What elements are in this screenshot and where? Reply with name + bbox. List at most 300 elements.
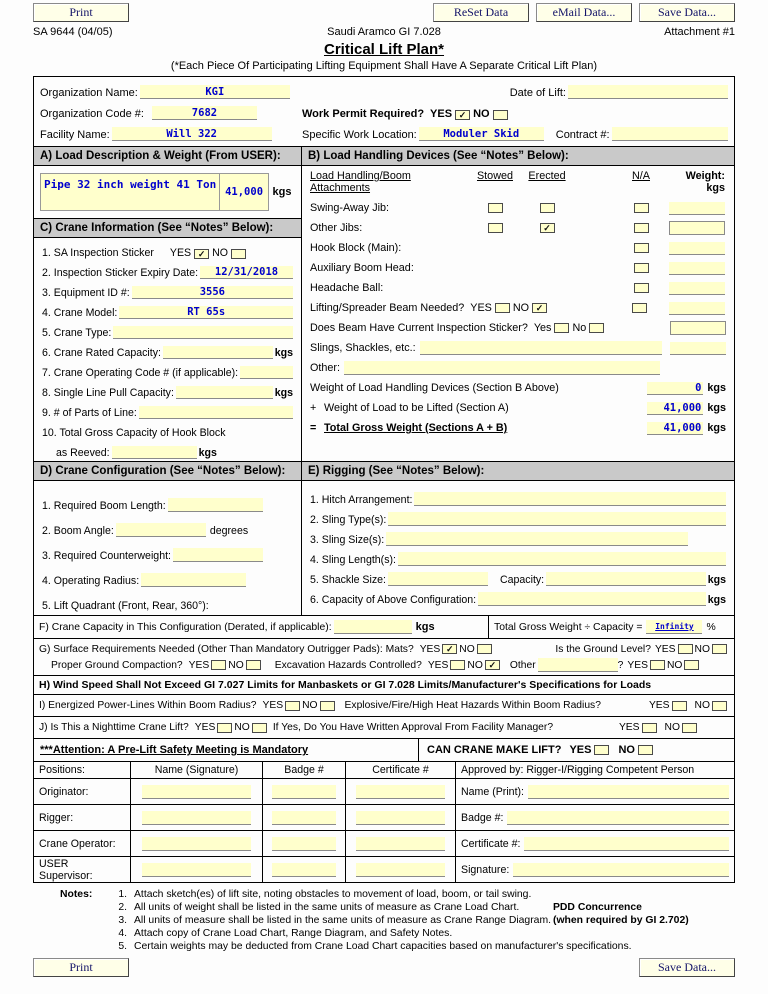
supervisor-name-field[interactable] [142,863,251,877]
sling-size-label: 3. Sling Size(s): [310,534,385,546]
approved-name-label: Name (Print): [461,785,524,798]
slings-row [310,338,726,358]
devices-header-line2 [310,182,726,198]
work-permit-no-label: NO [473,108,490,120]
pre-lift-meeting-notice: ***Attention: A Pre-Lift Safety Meeting is Mandatory [40,744,309,756]
sa-sticker-label: 1. SA Inspection Sticker [42,247,154,259]
sling-length-field[interactable] [398,552,726,566]
work-permit-label: Work Permit Required? [302,108,425,120]
checkbox-can-lift-no[interactable] [638,745,653,755]
config-capacity-field[interactable] [478,592,706,606]
originator-row [34,778,734,804]
derated-capacity-unit: kgs [415,621,435,633]
mats-yes-label: YES [419,643,441,655]
checkbox-mats-no[interactable] [477,644,492,654]
sa-sticker-yes-label: YES [169,247,192,259]
equipment-id-field[interactable]: 3556 [132,286,293,299]
boom-angle-row [42,515,293,540]
crane-info-row-10a [42,421,293,441]
devices-weight-unit: kgs [707,382,726,394]
mats-no-label: NO [459,643,475,655]
single-line-pull-label: 8. Single Line Pull Capacity: [42,387,174,399]
hook-block-capacity-label-line1: 10. Total Gross Capacity of Hook Block [42,427,226,439]
reset-data-button[interactable]: ReSet Data [433,3,529,22]
headache-ball-label: Headache Ball: [310,282,384,294]
spreader-beam-row [310,298,726,318]
rated-capacity-label: 6. Crane Rated Capacity: [42,347,161,359]
excavation-no-label: NO [467,659,483,671]
total-gross-weight-label: Total Gross Weight (Sections A + B) [324,422,508,434]
document-header [33,26,735,38]
checkbox-swing-away-stowed[interactable] [488,203,503,213]
load-handling-devices-rows [302,166,734,438]
crane-model-label: 4. Crane Model: [42,307,118,319]
power-lines-no-label: NO [302,700,318,711]
rigger-cert-field[interactable] [356,811,445,825]
operator-cert-field[interactable] [356,837,445,851]
spreader-yes-label: YES [470,302,492,314]
operating-radius-field[interactable] [141,573,246,587]
capacity-ratio-field[interactable]: Infinity [646,620,702,634]
originator-badge-field[interactable] [272,785,337,799]
work-location-label: Specific Work Location: [302,129,417,141]
checkbox-spreader-yes[interactable] [495,303,510,313]
gross-total-weight-field[interactable]: 41,000 [647,422,703,435]
approved-badge-field[interactable] [507,811,729,825]
ground-level-no-label: NO [694,643,710,655]
shackle-size-label: 5. Shackle Size: [310,574,386,586]
document-title: Saudi Aramco GI 7.028 [327,26,441,38]
crane-type-label: 5. Crane Type: [42,327,112,339]
shackle-capacity-label: Capacity: [499,574,545,586]
excavation-yes-label: YES [427,659,449,671]
crane-operator-label: Crane Operator: [34,831,131,856]
config-capacity-unit: kgs [707,594,726,606]
manager-approval-label: If Yes, Do You Have Written Approval From Facility Manager? [272,722,554,733]
supervisor-badge-field[interactable] [272,863,337,877]
positions-col-header: Positions: [34,762,131,778]
date-of-lift-label: Date of Lift: [509,87,566,99]
checkbox-compaction-no[interactable] [246,660,261,670]
signatures-header-row [34,762,734,778]
checkbox-hook-block-na[interactable] [634,243,649,253]
originator-label: Originator: [34,779,131,804]
sling-type-row [310,508,726,528]
checkbox-nighttime-yes[interactable] [217,723,232,733]
sling-length-row [310,548,726,568]
crane-config-rows [34,481,301,615]
load-weight-label: Weight of Load to be Lifted (Section A) [324,402,509,414]
total-gross-weight-row [310,418,726,438]
headache-ball-weight-field[interactable] [669,282,725,295]
shackle-capacity-unit: kgs [707,574,726,586]
checkbox-swing-away-na[interactable] [634,203,649,213]
note-item: 5. Certain weights may be deducted from Crane Load Chart capacities based on manufacturer's specifications. [118,941,632,952]
equals-sign: = [310,422,317,434]
rigger-name-field[interactable] [142,811,251,825]
surface-requirements-label: G) Surface Requirements Needed (Other Than Mandatory Outrigger Pads): Mats? [39,643,414,655]
crane-info-row-9 [42,401,293,421]
user-supervisor-row [34,856,734,882]
hook-block-capacity-label-line2: as Reeved: [56,447,110,459]
hook-block-weight-field[interactable] [669,242,725,255]
approved-cert-field[interactable] [524,837,729,851]
checkbox-nighttime-no[interactable] [252,723,267,733]
org-code-label: Organization Code #: [40,108,144,120]
rigging-rows [302,481,734,608]
rigger-badge-field[interactable] [272,811,337,825]
sa-sticker-no-label: NO [212,247,228,259]
nighttime-lift-label: J) Is This a Nighttime Crane Lift? [39,722,189,733]
crane-info-row-10b [42,441,293,461]
crane-info-row-5 [42,321,293,341]
counterweight-field[interactable] [173,548,263,562]
crane-info-row-7 [42,361,293,381]
crane-model-field[interactable]: RT 65s [119,306,293,319]
checkbox-sa-sticker-no[interactable] [231,249,246,259]
swing-away-jib-label: Swing-Away Jib: [310,202,390,214]
single-line-pull-unit: kgs [274,387,293,399]
checkbox-approval-no[interactable] [682,723,697,733]
boom-angle-field[interactable] [116,523,206,537]
hook-block-label: Hook Block (Main): [310,242,402,254]
stowed-col-label: Stowed [476,170,513,182]
slings-field[interactable] [420,341,662,355]
critical-lift-plan-form [33,0,735,977]
boom-length-row [42,490,293,515]
sling-length-label: 4. Sling Length(s): [310,554,396,566]
top-toolbar-right [433,3,735,22]
checkbox-power-lines-no[interactable] [320,701,335,711]
spreader-beam-label: Lifting/Spreader Beam Needed? [310,302,465,314]
boom-angle-unit: degrees [209,525,249,537]
boom-length-label: 1. Required Boom Length: [42,500,166,512]
operating-code-label: 7. Crane Operating Code # (if applicable): [42,367,239,379]
name-col-header: Name (Signature) [131,762,263,778]
section-b-header: B) Load Handling Devices (See “Notes” Below): [302,146,734,166]
print-button-bottom[interactable]: Print [33,958,129,977]
ground-level-label: Is the Ground Level? [555,643,651,655]
approval-yes-label: YES [618,722,640,733]
approved-col-header: Approved by: Rigger-I/Rigging Competent Person [461,764,695,776]
form-number: SA 9644 (04/05) [33,26,113,38]
checkbox-sa-sticker-yes[interactable]: ✓ [194,249,209,259]
devices-weight-label: Weight of Load Handling Devices (Section B Above) [310,382,559,394]
devices-total-weight-field[interactable]: 0 [647,382,703,395]
explosive-hazards-label: Explosive/Fire/High Heat Hazards Within Boom Radius? [344,700,601,711]
derated-capacity-field[interactable] [334,620,412,634]
compaction-no-label: NO [228,659,244,671]
save-data-button-top[interactable]: Save Data... [639,3,735,22]
checkbox-other-surface-no[interactable] [684,660,699,670]
beam-sticker-yes-label: Yes [533,322,552,334]
boom-length-field[interactable] [168,498,263,512]
other-jibs-row [310,218,726,238]
approved-cert-label: Certificate #: [461,837,521,850]
derated-capacity-label: F) Crane Capacity in This Configuration (Derated, if applicable): [39,621,332,633]
section-f [34,615,734,638]
general-info-section [34,77,734,146]
load-weight-row [310,398,726,418]
lift-quadrant-label: 5. Lift Quadrant (Front, Rear, 360°): [42,600,209,612]
checkbox-other-surface-yes[interactable] [650,660,665,670]
checkbox-other-jibs-stowed[interactable] [488,223,503,233]
checkbox-ground-level-no[interactable] [712,644,727,654]
power-lines-label: I) Energized Power-Lines Within Boom Radius? [39,700,257,711]
load-weight-field[interactable]: 41,000 [220,173,269,211]
parts-of-line-field[interactable] [139,406,293,419]
beam-sticker-row [310,318,726,338]
checkbox-can-lift-yes[interactable] [594,745,609,755]
explosive-yes-label: YES [648,700,670,711]
aux-boom-head-row [310,258,726,278]
save-data-button-bottom[interactable]: Save Data... [639,958,735,977]
work-permit-yes-label: YES [430,108,453,120]
spreader-weight-field[interactable] [669,302,725,315]
other-surface-suffix: ? [617,659,624,671]
rigger-label: Rigger: [34,805,131,830]
email-data-button[interactable]: eMail Data... [536,3,632,22]
operator-name-field[interactable] [142,837,251,851]
power-lines-yes-label: YES [262,700,284,711]
facility-name-field[interactable]: Will 322 [112,127,272,141]
hook-block-row [310,238,726,258]
aux-boom-head-label: Auxiliary Boom Head: [310,262,414,274]
swing-away-jib-row [310,198,726,218]
general-row-1 [40,81,728,102]
operator-badge-field[interactable] [272,837,337,851]
hitch-field[interactable] [414,492,726,506]
other-jibs-weight-field[interactable] [669,221,725,235]
parts-of-line-label: 9. # of Parts of Line: [42,407,137,419]
crane-info-row-4 [42,301,293,321]
form-body [33,76,735,883]
spreader-no-label: NO [512,302,530,314]
section-c-header: C) Crane Information (See “Notes” Below): [34,218,301,238]
load-weight-unit: kgs [272,186,292,198]
other-devices-label: Other: [310,362,341,374]
swing-away-weight-field[interactable] [669,202,725,215]
sections-de [34,461,734,615]
hook-block-capacity-unit: kgs [198,447,217,459]
checkbox-spreader-na[interactable] [632,303,647,313]
approved-signature-field[interactable] [513,863,729,877]
other-jibs-label: Other Jibs: [310,222,363,234]
note-item: 2. All units of weight shall be listed in the same units of measure as Crane Load Chart. [118,902,520,913]
checkbox-power-lines-yes[interactable] [285,701,300,711]
rigger-row [34,804,734,830]
org-name-label: Organization Name: [40,87,138,99]
checkbox-excavation-no[interactable]: ✓ [485,660,500,670]
section-e-header: E) Rigging (See “Notes” Below): [302,461,734,481]
equipment-id-label: 3. Equipment ID #: [42,287,130,299]
hook-block-capacity-field[interactable] [112,446,197,459]
checkbox-approval-yes[interactable] [642,723,657,733]
sticker-expiry-label: 2. Inspection Sticker Expiry Date: [42,267,199,279]
attachments-col-label-line1: Load Handling/Boom [310,170,411,182]
approval-no-label: NO [664,722,680,733]
erected-col-label: Erected [528,170,566,182]
notes-label: Notes: [60,889,93,900]
section-j [34,716,734,738]
originator-name-field[interactable] [142,785,251,799]
can-lift-label: CAN CRANE MAKE LIFT? [427,744,562,756]
plus-sign: + [310,402,317,414]
approved-name-field[interactable] [528,785,729,799]
checkbox-mats-yes[interactable]: ✓ [442,644,457,654]
checkbox-spreader-no[interactable]: ✓ [532,303,547,313]
work-location-field[interactable]: Moduler Skid [419,127,544,141]
other-devices-field[interactable] [344,361,660,375]
can-lift-no-label: NO [618,744,635,756]
nighttime-yes-label: YES [194,722,216,733]
beam-sticker-label: Does Beam Have Current Inspection Sticker? [310,322,528,334]
hitch-label: 1. Hitch Arrangement: [310,494,413,506]
slings-weight-field[interactable] [670,342,726,355]
checkbox-beam-sticker-no[interactable] [589,323,604,333]
load-total-weight-field[interactable]: 41,000 [647,402,703,415]
crane-info-row-1 [42,241,293,261]
nighttime-no-label: NO [234,722,250,733]
attachments-col-label-line2: Attachments [310,182,371,194]
na-col-label: N/A [632,170,650,182]
operating-radius-label: 4. Operating Radius: [42,575,140,587]
slings-label: Slings, Shackles, etc.: [310,342,416,354]
load-weight-unit: kgs [707,402,726,414]
checkbox-work-permit-yes[interactable]: ✓ [455,110,470,120]
crane-info-rows [34,238,301,461]
approved-signature-label: Signature: [461,863,510,876]
other-surface-no-label: NO [666,659,683,671]
compaction-yes-label: YES [188,659,210,671]
can-lift-yes-label: YES [569,744,592,756]
boom-angle-label: 2. Boom Angle: [42,525,114,537]
sling-size-row [310,528,726,548]
org-code-field[interactable]: 7682 [152,106,257,120]
top-toolbar [33,3,735,22]
rated-capacity-unit: kgs [274,347,293,359]
note-item: 3. All units of measure shall be listed in the same units of measure as Crane Range Diagram. [118,915,551,926]
checkbox-other-jibs-erected[interactable]: ✓ [540,223,555,233]
contract-field[interactable] [612,127,728,141]
shackle-capacity-field[interactable] [546,572,706,586]
crane-info-row-3 [42,281,293,301]
page-title: Critical Lift Plan* [323,41,445,58]
devices-weight-row [310,378,726,398]
weight-col-label: Weight: [685,170,725,182]
total-gross-weight-unit: kgs [707,422,726,434]
checkbox-compaction-yes[interactable] [211,660,226,670]
date-of-lift-field[interactable] [568,85,728,99]
note-item: 1. Attach sketch(es) of lift site, noting obstacles to movement of load, boom, or tail swing. [118,889,532,900]
sticker-expiry-field[interactable]: 12/31/2018 [200,266,293,279]
general-row-2 [40,102,728,123]
contract-label: Contract #: [555,129,610,141]
rated-capacity-field[interactable] [163,346,273,359]
excavation-label: Excavation Hazards Controlled? [274,659,422,671]
ground-level-yes-label: YES [654,643,676,655]
operating-code-field[interactable] [240,366,293,379]
section-i [34,694,734,716]
counterweight-row [42,540,293,565]
ground-compaction-label: Proper Ground Compaction? [51,659,183,671]
crane-info-row-6 [42,341,293,361]
checkbox-aux-boom-na[interactable] [634,263,649,273]
shackle-row [310,568,726,588]
single-line-pull-field[interactable] [176,386,273,399]
pdd-concurrence: PDD Concurrence (when required by GI 2.702) [553,902,689,926]
shackle-size-field[interactable] [388,572,488,586]
headache-ball-row [310,278,726,298]
other-surface-yes-label: YES [627,659,648,671]
bottom-toolbar [33,958,735,977]
checkbox-ground-level-yes[interactable] [678,644,693,654]
lift-quadrant-row [42,590,293,615]
checkbox-explosive-yes[interactable] [672,701,687,711]
originator-cert-field[interactable] [356,785,445,799]
other-devices-row [310,358,726,378]
attention-row [34,738,734,761]
section-a-header: A) Load Description & Weight (From USER): [34,146,301,166]
can-crane-make-lift [418,739,734,761]
section-h-wind-speed: H) Wind Speed Shall Not Exceed GI 7.027 Limits for Manbaskets or GI 7.028 Limits/Manufacturer's Specifications for Loads [34,675,734,694]
section-g [34,638,734,675]
sling-type-label: 2. Sling Type(s): [310,514,387,526]
section-d-header: D) Crane Configuration (See “Notes” Below): [34,461,301,481]
weight-col-unit: kgs [706,182,725,194]
checkbox-explosive-no[interactable] [712,701,727,711]
crane-info-row-2 [42,261,293,281]
crane-type-field[interactable] [113,326,293,339]
attachment-number: Attachment #1 [664,26,735,38]
sling-type-field[interactable] [388,512,726,526]
supervisor-cert-field[interactable] [356,863,445,877]
page-subtitle: (*Each Piece Of Participating Lifting Equipment Shall Have A Separate Critical Lift Plan) [170,60,598,72]
other-surface-field[interactable] [538,658,618,672]
note-item: 4. Attach copy of Crane Load Chart, Range Diagram, and Safety Notes. [118,928,453,939]
devices-header-line1 [310,168,726,182]
sections-abc [34,146,734,461]
checkbox-work-permit-no[interactable] [493,110,508,120]
crane-operator-row [34,830,734,856]
print-button-top[interactable]: Print [33,3,129,22]
checkbox-other-jibs-na[interactable] [634,223,649,233]
approved-badge-label: Badge #: [461,811,504,824]
counterweight-label: 3. Required Counterweight: [42,550,171,562]
checkbox-beam-sticker-yes[interactable] [554,323,569,333]
config-capacity-label: 6. Capacity of Above Configuration: [310,594,477,606]
checkbox-excavation-yes[interactable] [450,660,465,670]
org-name-field[interactable]: KGI [140,85,290,99]
percent-sign: % [706,621,716,633]
hitch-row [310,488,726,508]
beam-sticker-weight-field[interactable] [670,321,726,335]
load-description-field[interactable]: Pipe 32 inch weight 41 Ton [40,173,220,211]
checkbox-swing-away-erected[interactable] [540,203,555,213]
crane-info-row-8 [42,381,293,401]
operating-radius-row [42,565,293,590]
general-row-3 [40,123,728,144]
explosive-no-label: NO [694,700,710,711]
sling-size-field[interactable] [386,532,688,546]
beam-sticker-no-label: No [572,322,587,334]
signatures-table [34,761,734,882]
aux-boom-weight-field[interactable] [669,262,725,275]
checkbox-headache-ball-na[interactable] [634,283,649,293]
badge-col-header: Badge # [263,762,346,778]
other-surface-label: Other [509,659,536,671]
load-description-area [34,166,301,218]
